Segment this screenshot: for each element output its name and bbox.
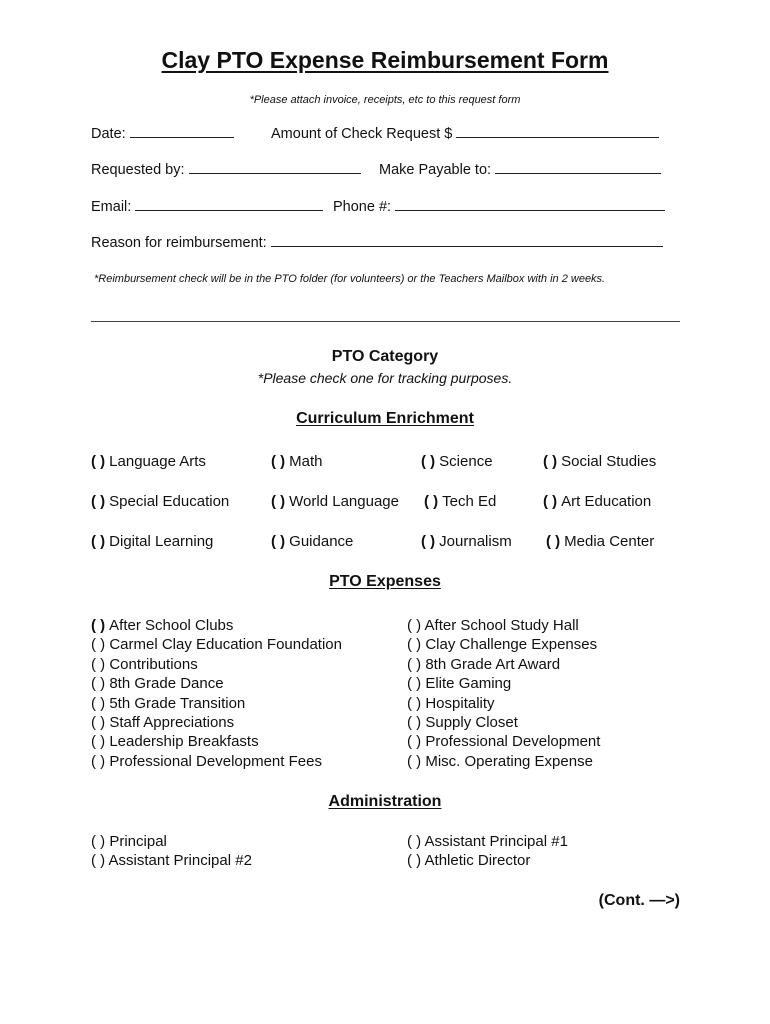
checkbox-mark: ( ) — [91, 752, 106, 770]
checkbox-mark: ( ) — [407, 733, 422, 751]
checkbox-mark: ( ) — [91, 533, 106, 550]
option-media-center[interactable] — [546, 533, 654, 550]
phone-line — [395, 209, 665, 211]
curriculum-heading: Curriculum Enrichment — [296, 410, 474, 427]
checkbox-mark: ( ) — [91, 833, 106, 850]
option-science[interactable] — [421, 453, 493, 470]
amount-label: Amount of Check Request $ — [271, 126, 453, 142]
list-item[interactable] — [407, 655, 600, 674]
option-special-education[interactable] — [91, 493, 229, 510]
checkbox-mark: ( ) — [271, 453, 286, 470]
checkbox-mark: ( ) — [91, 675, 106, 693]
list-item[interactable] — [91, 752, 342, 771]
checkbox-mark: ( ) — [543, 453, 558, 470]
option-art-education[interactable] — [543, 493, 651, 510]
item-label: Carmel Clay Education Foundation — [109, 636, 342, 654]
item-label: Elite Gaming — [425, 675, 512, 693]
list-item[interactable] — [407, 694, 600, 713]
checkbox-mark: ( ) — [91, 733, 106, 751]
item-label: Hospitality — [425, 694, 495, 712]
option-label: Journalism — [439, 533, 512, 550]
reimbursement-note: *Reimbursement check will be in the PTO folder (for volunteers) or the Teachers Mailbox with in 2 weeks. — [94, 273, 606, 285]
payable-to-field[interactable] — [379, 162, 661, 178]
administration-heading: Administration — [328, 793, 442, 810]
date-label: Date: — [91, 126, 126, 142]
checkbox-mark: ( ) — [91, 493, 106, 510]
list-item[interactable] — [91, 694, 342, 713]
option-label: Guidance — [289, 533, 354, 550]
checkbox-mark: ( ) — [546, 533, 561, 550]
expenses-left-list — [91, 616, 342, 771]
requested-by-label: Requested by: — [91, 162, 185, 178]
checkbox-mark: ( ) — [407, 675, 422, 693]
item-label: 8th Grade Art Award — [425, 655, 561, 673]
item-label: Supply Closet — [425, 714, 518, 732]
phone-field[interactable] — [333, 199, 665, 215]
list-item[interactable] — [91, 674, 342, 693]
checkbox-mark: ( ) — [91, 636, 106, 654]
list-item[interactable] — [407, 851, 568, 870]
option-math[interactable] — [271, 453, 323, 470]
item-label: After School Clubs — [109, 617, 234, 634]
divider-line — [91, 321, 680, 322]
list-item[interactable] — [407, 616, 600, 635]
option-label: Media Center — [564, 533, 655, 550]
item-label: 8th Grade Dance — [109, 675, 224, 693]
list-item[interactable] — [407, 752, 600, 771]
item-label: Professional Development Fees — [109, 752, 322, 770]
phone-label: Phone #: — [333, 199, 392, 215]
amount-field[interactable] — [271, 126, 659, 142]
checkbox-mark: ( ) — [91, 655, 106, 673]
requested-by-line — [189, 172, 361, 174]
option-digital-learning[interactable] — [91, 533, 213, 550]
administration-left-list — [91, 832, 252, 871]
item-label: Misc. Operating Expense — [425, 752, 593, 770]
continue-label: (Cont. —>) — [598, 892, 680, 909]
reason-line — [271, 245, 663, 247]
email-field[interactable] — [91, 199, 323, 215]
option-tech-ed[interactable] — [424, 493, 496, 510]
list-item[interactable] — [407, 832, 568, 851]
checkbox-mark: ( ) — [407, 655, 422, 673]
category-heading: PTO Category — [331, 348, 439, 365]
email-line — [135, 209, 323, 211]
list-item[interactable] — [91, 851, 252, 870]
checkbox-mark: ( ) — [407, 694, 422, 712]
item-label: Staff Appreciations — [109, 714, 235, 732]
checkbox-mark: ( ) — [407, 617, 422, 634]
item-label: Contributions — [109, 655, 198, 673]
checkbox-mark: ( ) — [424, 493, 439, 510]
option-label: Language Arts — [109, 453, 206, 470]
checkbox-mark: ( ) — [407, 636, 422, 654]
list-item[interactable] — [91, 635, 342, 654]
checkbox-mark: ( ) — [91, 453, 106, 470]
reason-label: Reason for reimbursement: — [91, 235, 267, 251]
attach-note: *Please attach invoice, receipts, etc to this request form — [249, 94, 521, 106]
option-label: World Language — [289, 493, 399, 510]
list-item[interactable] — [407, 732, 600, 751]
checkbox-mark: ( ) — [421, 453, 436, 470]
option-world-language[interactable] — [271, 493, 399, 510]
list-item[interactable] — [91, 616, 342, 635]
option-label: Social Studies — [561, 453, 657, 470]
checkbox-mark: ( ) — [407, 833, 422, 850]
list-item[interactable] — [407, 674, 600, 693]
item-label: Clay Challenge Expenses — [425, 636, 598, 654]
expenses-heading: PTO Expenses — [329, 573, 441, 590]
item-label: After School Study Hall — [424, 617, 579, 634]
list-item[interactable] — [91, 713, 342, 732]
email-label: Email: — [91, 199, 132, 215]
checkbox-mark: ( ) — [91, 617, 106, 634]
date-field[interactable] — [91, 126, 234, 142]
item-label: 5th Grade Transition — [109, 694, 246, 712]
list-item[interactable] — [91, 732, 342, 751]
item-label: Assistant Principal #2 — [108, 852, 252, 870]
category-subheading: *Please check one for tracking purposes. — [257, 370, 513, 386]
item-label: Professional Development — [425, 733, 601, 751]
item-label: Assistant Principal #1 — [424, 833, 568, 850]
option-label: Digital Learning — [109, 533, 214, 550]
option-label: Science — [439, 453, 493, 470]
requested-by-field[interactable] — [91, 162, 361, 178]
expenses-right-list — [407, 616, 600, 771]
administration-right-list — [407, 832, 568, 871]
item-label: Principal — [109, 833, 167, 850]
checkbox-mark: ( ) — [271, 533, 286, 550]
list-item[interactable] — [407, 713, 600, 732]
checkbox-mark: ( ) — [91, 852, 106, 870]
checkbox-mark: ( ) — [91, 714, 106, 732]
option-social-studies[interactable] — [543, 453, 656, 470]
amount-line — [456, 136, 659, 138]
checkbox-mark: ( ) — [421, 533, 436, 550]
payable-to-label: Make Payable to: — [379, 162, 492, 178]
checkbox-mark: ( ) — [407, 714, 422, 732]
option-label: Tech Ed — [442, 493, 497, 510]
list-item[interactable] — [91, 655, 342, 674]
item-label: Leadership Breakfasts — [109, 733, 259, 751]
checkbox-mark: ( ) — [91, 694, 106, 712]
option-label: Math — [289, 453, 323, 470]
date-line — [130, 136, 234, 138]
item-label: Athletic Director — [424, 852, 531, 870]
payable-to-line — [495, 172, 661, 174]
checkbox-mark: ( ) — [407, 852, 422, 870]
checkbox-mark: ( ) — [543, 493, 558, 510]
option-language-arts[interactable] — [91, 453, 206, 470]
list-item[interactable] — [407, 635, 600, 654]
form-title: Clay PTO Expense Reimbursement Form — [161, 47, 609, 73]
checkbox-mark: ( ) — [407, 752, 422, 770]
option-label: Art Education — [561, 493, 652, 510]
reason-field[interactable] — [91, 235, 663, 251]
option-journalism[interactable] — [421, 533, 512, 550]
option-guidance[interactable] — [271, 533, 353, 550]
option-label: Special Education — [109, 493, 230, 510]
list-item[interactable] — [91, 832, 252, 851]
checkbox-mark: ( ) — [271, 493, 286, 510]
